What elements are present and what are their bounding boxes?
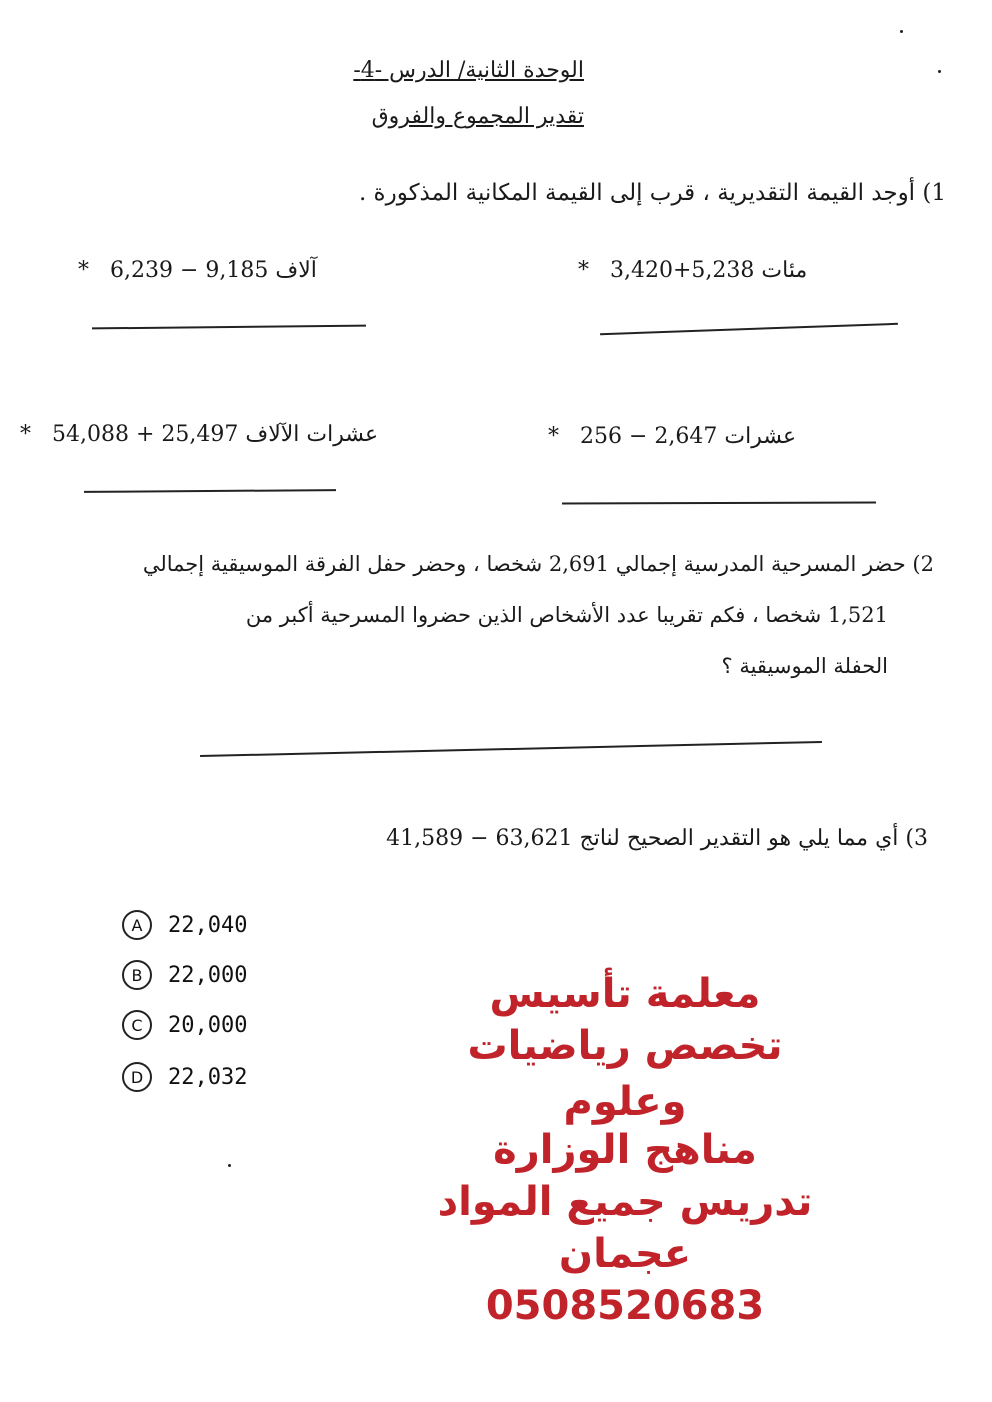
q1-item-tens — [548, 424, 796, 449]
question-3-prompt: 3) أي مما يلي هو التقدير الصحيح لناتج 63,621 − 41,589 — [386, 826, 928, 851]
scan-speck — [900, 30, 903, 33]
q1-item-hundreds — [578, 258, 807, 283]
option-b[interactable] — [122, 960, 247, 990]
answer-line — [600, 323, 898, 335]
watermark-line-3: وعلوم — [563, 1079, 687, 1125]
scan-speck — [228, 1164, 231, 1167]
option-letter: A — [122, 910, 152, 940]
question-2-line-2: 1,521 شخصا ، فكم تقريبا عدد الأشخاص الذين حضروا المسرحية أكبر من — [245, 603, 888, 627]
question-2-line-3: الحفلة الموسيقية ؟ — [721, 654, 888, 678]
lesson-title: تقدير المجموع والفروق — [371, 104, 584, 129]
question-1-prompt: 1) أوجد القيمة التقديرية ، قرب إلى القيمة المكانية المذكورة . — [358, 180, 946, 206]
q1-item-expression: 9,185 − 6,239 — [110, 258, 269, 283]
q1-item-expression: 2,647 − 256 — [580, 424, 718, 449]
option-c[interactable] — [122, 1010, 247, 1040]
watermark-line-1: معلمة تأسيس — [489, 971, 761, 1017]
q1-item-place: * عشرات الآلاف — [20, 422, 379, 447]
option-letter: D — [122, 1062, 152, 1092]
option-value: 20,000 — [168, 1012, 248, 1038]
q1-item-place: * عشرات — [548, 424, 797, 449]
option-value: 22,000 — [168, 962, 248, 988]
question-2-line-1: 2) حضر المسرحية المدرسية إجمالي 2,691 شخصا ، وحضر حفل الفرقة الموسيقية إجمالي — [142, 552, 934, 576]
q1-item-expression: 5,238+3,420 — [610, 258, 755, 283]
option-letter: C — [122, 1010, 152, 1040]
q1-item-place: * مئات — [578, 258, 808, 283]
option-a[interactable] — [122, 910, 247, 940]
answer-line — [84, 489, 336, 493]
q1-item-ten-thousands — [20, 422, 378, 447]
scan-speck — [938, 70, 941, 73]
option-letter: B — [122, 960, 152, 990]
unit-lesson-heading: الوحدة الثانية/ الدرس -4- — [353, 58, 584, 83]
watermark-phone: 0508520683 — [485, 1283, 765, 1329]
watermark-line-2: تخصص رياضيات — [467, 1023, 783, 1069]
answer-line — [562, 501, 876, 504]
option-d[interactable] — [122, 1062, 247, 1092]
watermark-line-4: مناهج الوزارة — [493, 1127, 757, 1173]
option-value: 22,032 — [168, 1064, 248, 1090]
watermark-line-6: عجمان — [558, 1231, 692, 1277]
q1-item-place: * آلاف — [78, 258, 317, 283]
q1-item-expression: 25,497 + 54,088 — [52, 422, 239, 447]
option-value: 22,040 — [168, 912, 248, 938]
q1-item-thousands — [78, 258, 317, 283]
answer-line — [200, 741, 822, 757]
answer-line — [92, 325, 366, 330]
watermark-line-5: تدريس جميع المواد — [437, 1179, 813, 1225]
